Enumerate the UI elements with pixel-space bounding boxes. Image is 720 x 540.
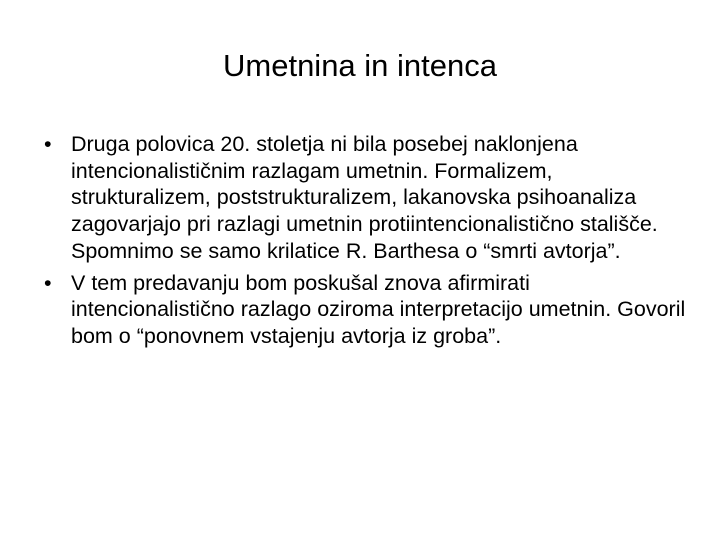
bullet-marker: • — [44, 132, 52, 156]
bullet-text: Druga polovica 20. stoletja ni bila posebej naklonjena intencionalističnim razlagam umetnin. Formalizem, strukturalizem, poststrukturalizem, lakanovska psihoanaliza zagovarjajo pri razlagi umetnin protiintencionalistično stališče. Spomnimo se samo krilatice R. Barthesa o “smrti avtorja”. — [71, 132, 658, 263]
bullet-text: V tem predavanju bom poskušal znova afirmirati intencionalistično razlago oziroma interpretacijo umetnin. Govoril bom o “ponovnem vstajenju avtorja iz groba”. — [71, 270, 686, 348]
bullet-marker: • — [44, 270, 52, 295]
bullet-item — [40, 270, 690, 350]
bullet-list — [40, 131, 690, 355]
bullet-item — [40, 131, 690, 265]
slide-title: Umetnina in intenca — [223, 48, 497, 83]
